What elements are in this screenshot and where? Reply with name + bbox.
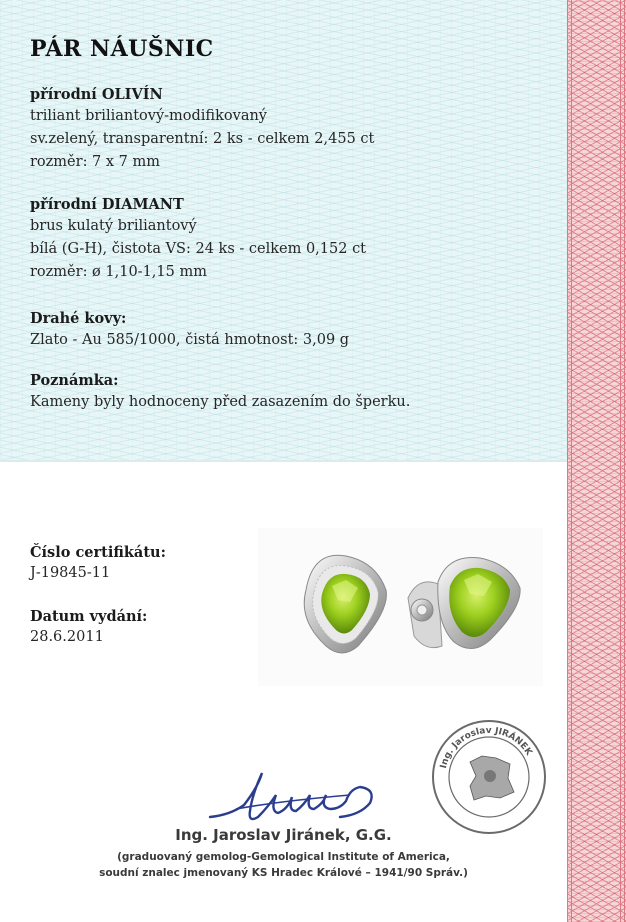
signer-name: Ing. Jaroslav Jiránek, G.G. (175, 826, 392, 844)
issue-date-label: Datum vydání: (30, 608, 148, 625)
certificate-title: PÁR NÁUŠNIC (30, 36, 214, 62)
border-line (620, 0, 621, 922)
issue-date: 28.6.2011 (30, 629, 104, 645)
section-line: rozměr: 7 x 7 mm (30, 154, 161, 170)
earrings-photo (258, 528, 543, 686)
signature (200, 765, 400, 835)
section-metals (30, 310, 550, 352)
section-line: bílá (G-H), čistota VS: 24 ks - celkem 0,152 ct (30, 241, 367, 257)
signer-appointment: soudní znalec jmenovaný KS Hradec Králové – 1941/90 Správ.) (99, 867, 468, 879)
cert-number-label: Číslo certifikátu: (30, 544, 166, 561)
section-heading: Drahé kovy: (30, 310, 127, 327)
cert-number: J-19845-11 (30, 565, 111, 581)
official-stamp-icon (430, 718, 548, 836)
border-line (624, 0, 625, 922)
section-heading: Poznámka: (30, 372, 119, 389)
section-line: brus kulatý briliantový (30, 218, 197, 234)
decorative-border (567, 0, 626, 922)
section-diamant (30, 196, 550, 284)
border-line (567, 0, 568, 922)
section-olivin (30, 86, 550, 174)
section-line: sv.zelený, transparentní: 2 ks - celkem 2,455 ct (30, 131, 375, 147)
stamp-text: Ing. Jaroslav JIRÁNEK (438, 725, 534, 770)
section-line: rozměr: ø 1,10-1,15 mm (30, 264, 207, 280)
certificate-number-block (30, 544, 240, 581)
section-heading: přírodní OLIVÍN (30, 86, 163, 103)
section-note (30, 372, 550, 414)
panel-divider (0, 460, 567, 462)
signer-credential: (graduovaný gemolog-Gemological Institute of America, (117, 851, 450, 863)
border-line (571, 0, 572, 922)
section-line: Kameny byly hodnoceny před zasazením do šperku. (30, 394, 411, 410)
section-line: Zlato - Au 585/1000, čistá hmotnost: 3,09 g (30, 332, 350, 348)
section-heading: přírodní DIAMANT (30, 196, 184, 213)
issue-date-block (30, 608, 240, 645)
section-line: triliant briliantový-modifikovaný (30, 108, 267, 124)
